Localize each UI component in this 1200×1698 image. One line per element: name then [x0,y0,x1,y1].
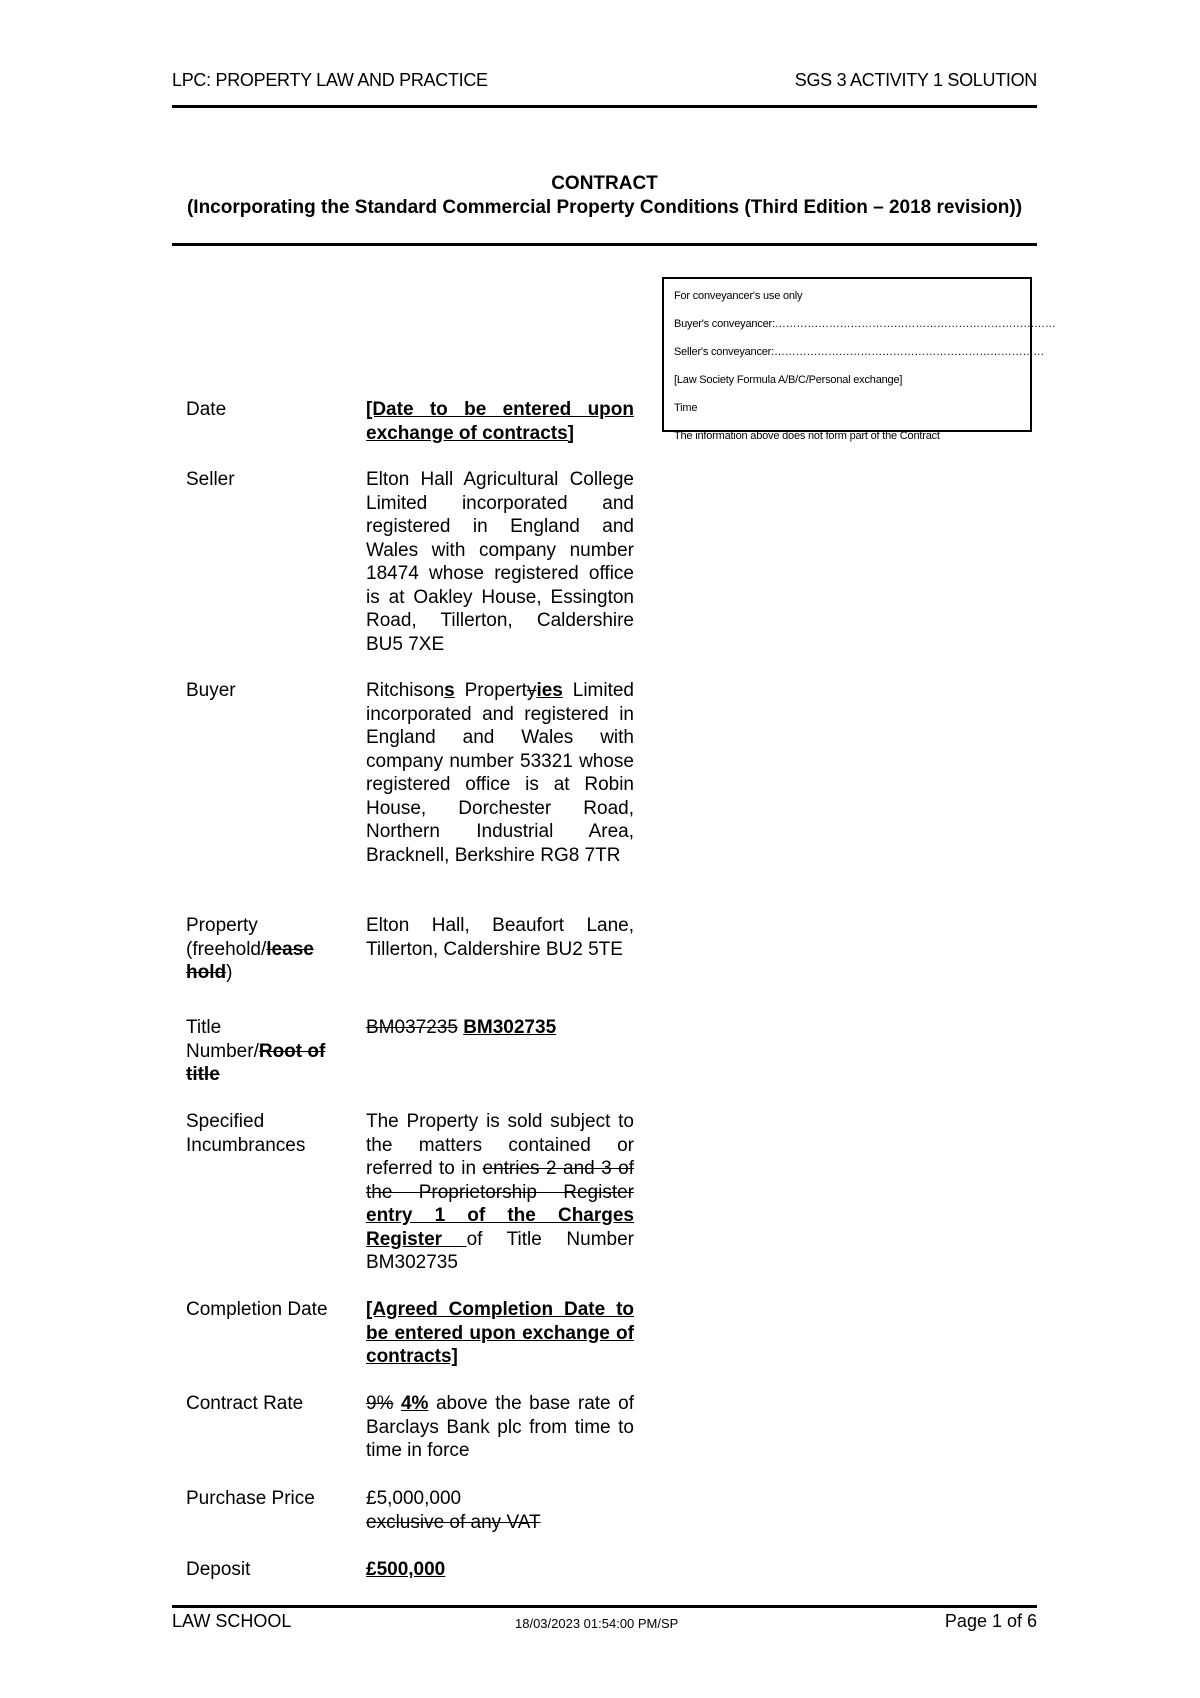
completion-date-value: [Agreed Completion Date to be entered upon exchange of contracts] [366,1299,634,1367]
title-number-deleted: BM037235 [366,1017,458,1038]
conveyancer-box-heading: For conveyancer's use only [674,290,803,302]
buyer-name-part: Propert [454,680,527,701]
contract-title [172,172,1037,220]
purchase-price-value [366,1487,634,1534]
buyer-name-insert: s [444,680,455,701]
purchase-price-label: Purchase Price [186,1488,315,1509]
date-value: [Date to be entered upon exchange of contracts] [366,399,634,444]
law-society-formula-line: [Law Society Formula A/B/C/Personal exchange] [674,374,903,386]
page-number: Page 1 of 6 [944,1611,1037,1631]
property-label-close: ) [226,962,233,983]
buyer-name-insert: ies [536,680,563,701]
incumbrances-title-number: of Title Number BM302735 [366,1228,634,1273]
header-left: LPC: PROPERTY LAW AND PRACTICE [172,70,488,90]
sellers-conveyancer-line: Seller's conveyancer:………………………………………………………………… [674,346,1045,358]
incumbrances-inserted: entry 1 of the Charges Register [366,1205,634,1250]
box-disclaimer: The information above does not form part of the Contract [674,430,940,442]
property-label-text: Property [186,915,258,936]
footer-timestamp: 18/03/2023 01:54:00 PM/SP [515,1616,679,1631]
footer-left: LAW SCHOOL [172,1611,292,1631]
deposit-value: £500,000 [366,1559,446,1580]
vat-deleted: exclusive of any VAT [366,1511,541,1533]
purchase-price-amount: £5,000,000 [366,1488,462,1509]
contract-rate-deleted: 9% [366,1393,394,1414]
contract-rate-text: above the base rate of Barclays Bank plc from time to time in force [366,1393,634,1461]
time-line: Time [674,402,698,414]
title-number-value [366,1016,634,1040]
title-number-label-text: Title Number/ [186,1017,259,1062]
specified-incumbrances-value [366,1110,634,1275]
header-right: SGS 3 ACTIVITY 1 SOLUTION [794,70,1037,90]
buyer-name-part: Ritchison [366,680,445,701]
incumbrances-deleted: entries 2 and 3 of the Proprietorship Register [366,1158,635,1203]
deposit-label: Deposit [186,1559,251,1580]
seller-value: Elton Hall Agricultural College Limited incorporated and registered in England and Wales with company number 18474 whose registered office is at Oakley House, Essington Road, Tillerton, Caldershire BU5 7XE [366,469,634,655]
contract-heading: CONTRACT [551,173,658,194]
footer-divider [172,1605,1037,1608]
property-value: Elton Hall, Beaufort Lane, Tillerton, Caldershire BU2 5TE [366,915,634,960]
contract-rate-value [366,1392,634,1463]
property-label-leasehold-deleted: lease hold [186,938,314,983]
incumbrances-text: The Property is sold subject to the matters contained or referred to in [366,1111,634,1179]
date-label: Date [186,399,227,420]
title-divider [172,243,1037,246]
property-label-freehold: (freehold/ [186,938,267,960]
specified-incumbrances-label: Specified Incumbrances [186,1111,306,1156]
root-of-title-deleted: Root of title [186,1040,326,1085]
buyer-label: Buyer [186,680,236,701]
contract-rate-inserted: 4% [400,1393,429,1414]
header-divider [172,105,1037,108]
buyer-value [366,679,634,867]
seller-label: Seller [186,469,235,490]
title-number-label [186,1016,336,1087]
conveyancer-box [662,277,1056,442]
completion-date-label: Completion Date [186,1299,328,1320]
property-label [186,914,336,985]
buyer-details: Limited incorporated and registered in England and Wales with company number 53321 whose registered office is at Robin House, Dorchester Road, Northern Industrial Area, Bracknell, Berkshire RG8 7TR [366,680,634,866]
title-number-inserted: BM302735 [463,1017,557,1038]
contract-rate-label: Contract Rate [186,1393,304,1414]
contract-subheading: (Incorporating the Standard Commercial Property Conditions (Third Edition – 2018 revision)) [186,197,1023,218]
buyer-name-deleted: y [526,680,537,701]
buyers-conveyancer-line: Buyer's conveyancer:…………………………………………………………………… [674,318,1056,330]
